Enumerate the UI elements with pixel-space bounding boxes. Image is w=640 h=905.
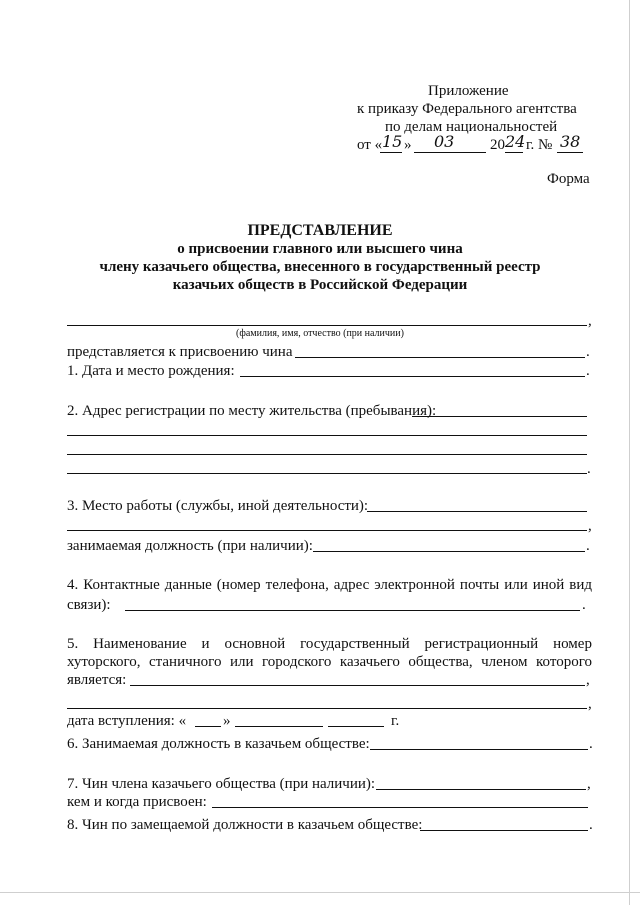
year-suffix: 24 (505, 132, 526, 151)
year-prefix: 20 (490, 137, 505, 153)
org-word: станичного (148, 654, 222, 670)
contacts-word: (номер (216, 577, 261, 593)
position-line (313, 551, 585, 552)
date-prefix: от « (357, 137, 383, 153)
org-word: которого (536, 654, 592, 670)
contacts-word: или (504, 577, 528, 593)
org-comma-1: , (586, 672, 590, 688)
org-label-line-1 (67, 635, 592, 653)
join-year-line (328, 726, 384, 727)
page-edge-bottom (0, 892, 640, 893)
contacts-word: Контактные (83, 577, 160, 593)
fio-hint: (фамилия, имя, отчество (при наличии) (236, 328, 404, 339)
month-line (414, 152, 486, 153)
address-line-4 (67, 473, 587, 474)
contacts-word: иной (532, 577, 565, 593)
join-date-label: дата вступления: « (67, 713, 187, 729)
day-line (380, 152, 402, 153)
fio-line (67, 325, 587, 326)
substitute-rank-label: 8. Чин по замещаемой должности в казачьем обществе: (67, 817, 423, 833)
org-end-label: является: (67, 672, 127, 688)
org-word: государственный (300, 636, 410, 652)
position-label: занимаемая должность (при наличии): (67, 538, 313, 554)
org-word: городского (261, 654, 332, 670)
substitute-rank-line (420, 830, 588, 831)
address-line-2 (67, 435, 587, 436)
form-label: Форма (547, 171, 590, 187)
contacts-word: телефона, (265, 577, 329, 593)
title-line-3: казачьих обществ в Российской Федерации (172, 277, 468, 293)
rank-when-line (212, 807, 588, 808)
contacts-word: почты (459, 577, 500, 593)
rank-when-label: кем и когда присвоен: (67, 794, 207, 810)
contacts-dot: . (582, 597, 586, 613)
birth-line (240, 376, 585, 377)
work-label: 3. Место работы (службы, иной деятельности): (67, 498, 369, 514)
month-value: 03 (434, 132, 455, 151)
contacts-end-label: связи): (67, 597, 111, 613)
address-label: 2. Адрес регистрации по месту жительства (пребывания): (67, 403, 437, 419)
presented-label: представляется к присвоению чина (67, 344, 293, 360)
address-line-1 (412, 416, 587, 417)
org-word: Наименование (93, 636, 187, 652)
join-date-mid: » (223, 713, 231, 729)
year-line (505, 152, 523, 153)
presented-dot: . (586, 344, 590, 360)
org-line-1 (130, 685, 585, 686)
number-label: г. № (526, 137, 553, 153)
document-title: ПРЕДСТАВЛЕНИЕ (247, 222, 393, 239)
work-comma: , (588, 518, 592, 534)
org-word: регистрационный (424, 636, 539, 652)
contacts-word: адрес (333, 577, 370, 593)
work-line-2 (67, 530, 587, 531)
org-comma-2: , (588, 696, 592, 712)
page-edge-right (629, 0, 630, 905)
contacts-line (125, 610, 580, 611)
date-mid: » (404, 137, 412, 153)
substitute-rank-dot: . (589, 817, 593, 833)
join-month-line (235, 726, 323, 727)
org-line-2 (67, 708, 587, 709)
org-word: членом (481, 654, 528, 670)
address-line-3 (67, 454, 587, 455)
rank-label: 7. Чин члена казачьего общества (при наличии): (67, 776, 376, 792)
org-word: или (229, 654, 254, 670)
join-day-line (195, 726, 221, 727)
title-line-1: о присвоении главного или высшего чина (177, 241, 463, 257)
cossack-position-line (370, 749, 588, 750)
title-line-2: члену казачьего общества, внесенного в государственный реестр (99, 259, 541, 275)
order-reference: к приказу Федерального агентства (357, 101, 577, 117)
cossack-position-label: 6. Занимаемая должность в казачьем обществе: (67, 736, 370, 752)
birth-label: 1. Дата и место рождения: (67, 363, 235, 379)
org-word: общества, (408, 654, 473, 670)
position-dot: . (586, 538, 590, 554)
contacts-label-line (67, 576, 592, 594)
join-year-label: г. (391, 713, 400, 729)
contacts-word: данные (164, 577, 212, 593)
appendix-label: Приложение (428, 83, 509, 99)
org-word: казачьего (339, 654, 400, 670)
contacts-word: электронной (374, 577, 455, 593)
contacts-word: 4. (67, 577, 79, 593)
org-label-line-2 (67, 653, 592, 671)
day-value: 15 (382, 132, 403, 151)
birth-dot: . (586, 363, 590, 379)
number-value: 38 (560, 132, 581, 151)
work-line-1 (367, 511, 587, 512)
rank-line (376, 789, 586, 790)
org-word: хуторского, (67, 654, 141, 670)
fio-comma: , (588, 313, 592, 329)
org-word: номер (553, 636, 592, 652)
agency-name: по делам национальностей (385, 119, 558, 135)
number-line (557, 152, 583, 153)
org-word: 5. (67, 636, 79, 652)
org-word: основной (224, 636, 286, 652)
contacts-word: вид (569, 577, 592, 593)
cossack-position-dot: . (589, 736, 593, 752)
rank-comma: , (587, 776, 591, 792)
address-dot: . (587, 461, 591, 477)
presented-line (295, 357, 585, 358)
org-word: и (201, 636, 210, 652)
